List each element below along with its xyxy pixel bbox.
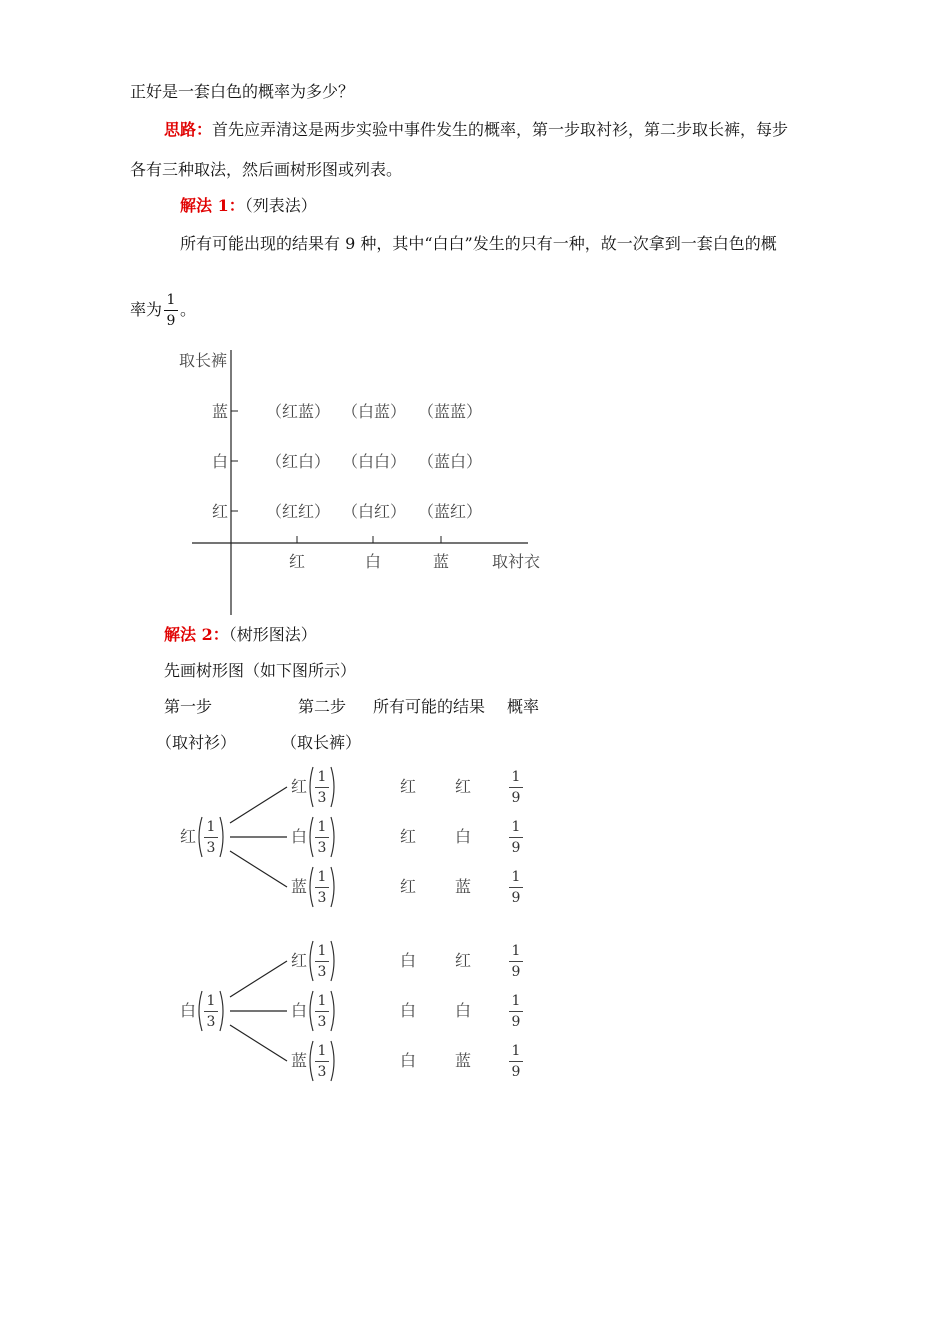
- method1-label: 解法 1：: [180, 196, 245, 215]
- fraction-denominator: 9: [511, 1014, 521, 1030]
- y-label-blue: 蓝: [212, 402, 229, 421]
- fraction-numerator: 1: [206, 993, 216, 1009]
- y-label-white: 白: [212, 452, 229, 471]
- tree-group-2-branch-2-result-second: 白: [455, 1001, 472, 1020]
- x-label-blue: 蓝: [433, 552, 450, 571]
- header-step2: 第二步: [298, 697, 347, 716]
- tree-group-2-branch-line-3: [230, 1025, 287, 1061]
- method1-line1: 所有可能出现的结果有 9 种，其中“白白”发生的只有一种，故一次拿到一套白色的概: [180, 234, 777, 253]
- tree-group-2-branch-1-result-second: 红: [455, 951, 472, 970]
- method1-line2-prefix: 率为: [130, 300, 163, 319]
- tree-group-2-branch-1-second-label: 红: [291, 951, 308, 970]
- fraction-denominator: 9: [511, 840, 521, 856]
- fraction-denominator: 9: [511, 790, 521, 806]
- fraction-numerator: 1: [317, 943, 327, 959]
- tree-group-1-branch-1-result-first: 红: [400, 777, 417, 796]
- tree-group-2-branch-1-second-fraction: [315, 944, 329, 980]
- tree-group-2-first-label: 白: [180, 1001, 197, 1020]
- x-label-white: 白: [365, 552, 382, 571]
- cell-white-blue: （白蓝）: [342, 402, 407, 421]
- header-prob: 概率: [507, 697, 540, 716]
- fraction-denominator: 3: [317, 1014, 327, 1030]
- fraction-numerator: 1: [511, 993, 521, 1009]
- tree-group-1-branch-3-second-label: 蓝: [291, 877, 308, 896]
- analysis-label: 思路：: [164, 120, 213, 139]
- tree-group-2-branch-3-result-first: 白: [400, 1051, 417, 1070]
- tree-group-2-branch-2-result-first: 白: [400, 1001, 417, 1020]
- fraction-denominator: 3: [317, 840, 327, 856]
- header-step1-sub: （取衬衫）: [156, 733, 237, 752]
- fraction-denominator: 3: [317, 964, 327, 980]
- x-label-red: 红: [289, 552, 306, 571]
- tree-group-1-branch-1-second-label: 红: [291, 777, 308, 796]
- fraction-denominator: 3: [317, 890, 327, 906]
- cell-blue-red: （蓝红）: [418, 502, 483, 521]
- cell-red-red: （红红）: [266, 502, 331, 521]
- tree-group-2-first-fraction: [204, 994, 218, 1030]
- method2-name: （树形图法）: [228, 625, 317, 644]
- cell-white-red: （白红）: [342, 502, 407, 521]
- tree-group-1-branch-3-second-fraction: [315, 870, 329, 906]
- fraction-numerator: 1: [317, 1043, 327, 1059]
- tree-group-1-branch-2-result-first: 红: [400, 827, 417, 846]
- fraction-denominator: 3: [206, 840, 216, 856]
- tree-group-1-branch-1-probability: [509, 770, 523, 806]
- tree-group-1-branch-1-second-fraction: [315, 770, 329, 806]
- tree-group-1-branch-2-probability: [509, 820, 523, 856]
- tree-group-2-branch-3-result-second: 蓝: [455, 1051, 472, 1070]
- fraction-numerator: 1: [511, 869, 521, 885]
- method2-label: 解法 2：: [164, 625, 229, 644]
- tree-group-1-branch-2-second-fraction: [315, 820, 329, 856]
- tree-group-1-branch-2-result-second: 白: [455, 827, 472, 846]
- tree-group-2-branch-2-second-fraction: [315, 994, 329, 1030]
- cell-red-white: （红白）: [266, 452, 331, 471]
- tree-group-2-branch-3-second-fraction: [315, 1044, 329, 1080]
- header-step1: 第一步: [164, 697, 213, 716]
- fraction-numerator: 1: [511, 769, 521, 785]
- fraction-numerator: 1: [317, 819, 327, 835]
- cell-red-blue: （红蓝）: [266, 402, 331, 421]
- tree-group-2-branch-1-probability: [509, 944, 523, 980]
- analysis-line1: 首先应弄清这是两步实验中事件发生的概率，第一步取衬衫，第二步取长裤，每步: [212, 120, 789, 139]
- tree-group-1-branch-3-result-first: 红: [400, 877, 417, 896]
- fraction-denominator: 9: [166, 313, 176, 329]
- fraction-numerator: 1: [511, 943, 521, 959]
- cell-blue-white: （蓝白）: [418, 452, 483, 471]
- tree-group-2-branch-2-probability: [509, 994, 523, 1030]
- cell-blue-blue: （蓝蓝）: [418, 402, 483, 421]
- tree-group-2-branch-3-probability: [509, 1044, 523, 1080]
- tree-group-1-branch-line-3: [230, 851, 287, 887]
- analysis-line2: 各有三种取法，然后画树形图或列表。: [130, 160, 403, 179]
- fraction-numerator: 1: [511, 1043, 521, 1059]
- y-axis-title: 取长裤: [179, 351, 228, 370]
- method2-intro: 先画树形图（如下图所示）: [164, 661, 357, 680]
- tree-group-2-branch-1-result-first: 白: [400, 951, 417, 970]
- header-step2-sub: （取长裤）: [281, 733, 362, 752]
- fraction-numerator: 1: [511, 819, 521, 835]
- fraction-numerator: 1: [206, 819, 216, 835]
- tree-group-1-branch-1-result-second: 红: [455, 777, 472, 796]
- fraction-denominator: 3: [206, 1014, 216, 1030]
- fraction-denominator: 9: [511, 890, 521, 906]
- tree-group-1-branch-3-result-second: 蓝: [455, 877, 472, 896]
- fraction-denominator: 3: [317, 1064, 327, 1080]
- tree-group-1-first-label: 红: [180, 827, 197, 846]
- fraction-numerator: 1: [317, 993, 327, 1009]
- cell-white-white: （白白）: [342, 452, 407, 471]
- tree-group-2-branch-2-second-label: 白: [291, 1001, 308, 1020]
- method1-name: （列表法）: [244, 196, 317, 215]
- tree-group-1-branch-2-second-label: 白: [291, 827, 308, 846]
- x-axis-title: 取衬衣: [492, 552, 541, 571]
- header-results: 所有可能的结果: [373, 697, 486, 716]
- method1-line2-suffix: 。: [180, 300, 197, 319]
- fraction-numerator: 1: [166, 292, 176, 308]
- tree-group-1-first-fraction: [204, 820, 218, 856]
- fraction-denominator: 9: [511, 964, 521, 980]
- y-label-red: 红: [212, 502, 229, 521]
- tree-group-2-branch-3-second-label: 蓝: [291, 1051, 308, 1070]
- fraction-numerator: 1: [317, 769, 327, 785]
- tree-group-1-branch-3-probability: [509, 870, 523, 906]
- fraction-denominator: 3: [317, 790, 327, 806]
- fraction-denominator: 9: [511, 1064, 521, 1080]
- fraction-numerator: 1: [317, 869, 327, 885]
- tree-group-1-branch-line-1: [230, 787, 287, 823]
- tree-group-2-branch-line-1: [230, 961, 287, 997]
- question-line: 正好是一套白色的概率为多少？: [130, 82, 355, 101]
